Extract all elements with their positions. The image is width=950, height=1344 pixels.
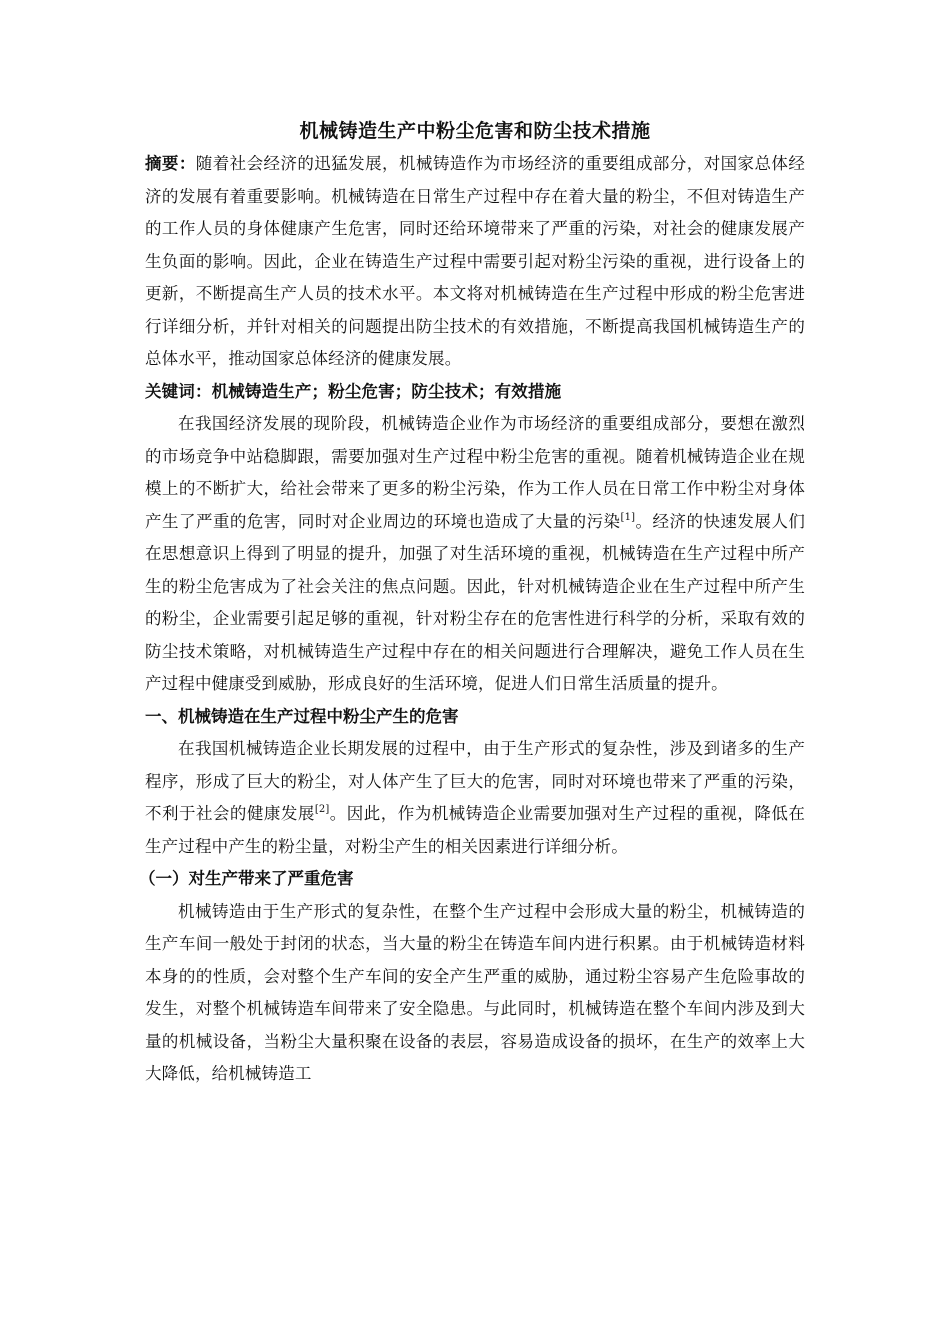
keywords-paragraph	[145, 376, 805, 409]
intro-text-1: 在我国经济发展的现阶段，机械铸造企业作为市场经济的重要组成部分，要想在激烈的市场竞争中站稳脚跟，需要加强对生产过程中粉尘危害的重视。随着机械铸造企业在规模上的不断扩大，给社会带来了更多的粉尘污染，作为工作人员在日常工作中粉尘对身体产生了严重的危害，同时对企业周边的环境也造成了大量的污染	[145, 414, 805, 531]
subsection1-paragraph: 机械铸造由于生产形式的复杂性，在整个生产过程中会形成大量的粉尘，机械铸造的生产车间一般处于封闭的状态，当大量的粉尘在铸造车间内进行积累。由于机械铸造材料本身的的性质，会对整个生产车间的安全产生严重的威胁，通过粉尘容易产生危险事故的发生，对整个机械铸造车间带来了安全隐患。与此同时，机械铸造在整个车间内涉及到大量的机械设备，当粉尘大量积聚在设备的表层，容易造成设备的损坏，在生产的效率上大大降低，给机械铸造工	[145, 901, 805, 1083]
citation-ref-1: [1]	[620, 511, 636, 523]
section-heading-1: 一、机械铸造在生产过程中粉尘产生的危害	[145, 706, 459, 726]
section1-paragraph	[145, 733, 805, 863]
abstract-paragraph	[145, 148, 805, 376]
document-title: 机械铸造生产中粉尘危害和防尘技术措施	[299, 120, 651, 142]
keywords-label: 关键词：	[145, 381, 212, 401]
subsection-heading-1: （一）对生产带来了严重危害	[139, 869, 354, 888]
section1-text-1: 在我国机械铸造企业长期发展的过程中，由于生产形式的复杂性，涉及到诸多的生产程序，形成了巨大的粉尘，对人体产生了巨大的危害，同时对环境也带来了严重的污染，不利于社会的健康发展	[145, 739, 805, 823]
section1-text-2: 。因此，作为机械铸造企业需要加强对生产过程的重视，降低在生产过程中产生的粉尘量，对粉尘产生的相关因素进行详细分析。	[145, 804, 806, 856]
intro-text-2: 。经济的快速发展人们在思想意识上得到了明显的提升，加强了对生活环境的重视，机械铸造在生产过程中所产生的粉尘危害成为了社会关注的焦点问题。因此，针对机械铸造企业在生产过程中所产生的粉尘，企业需要引起足够的重视，针对粉尘存在的危害性进行科学的分析，采取有效的防尘技术策略，对机械铸造生产过程中存在的相关问题进行合理解决，避免工作人员在生产过程中健康受到威胁，形成良好的生活环境，促进人们日常生活质量的提升。	[145, 511, 806, 693]
intro-paragraph	[145, 408, 805, 701]
citation-ref-2: [2]	[314, 804, 330, 815]
abstract-text: 随着社会经济的迅猛发展，机械铸造作为市场经济的重要组成部分，对国家总体经济的发展有着重要影响。机械铸造在日常生产过程中存在着大量的粉尘，不但对铸造生产的工作人员的身体健康产生危害，同时还给环境带来了严重的污染，对社会的健康发展产生负面的影响。因此，企业在铸造生产过程中需要引起对粉尘污染的重视，进行设备上的更新，不断提高生产人员的技术水平。本文将对机械铸造在生产过程中形成的粉尘危害进行详细分析，并针对相关的问题提出防尘技术的有效措施，不断提高我国机械铸造生产的总体水平，推动国家总体经济的健康发展。	[145, 154, 805, 368]
abstract-label: 摘要：	[145, 154, 196, 173]
document-page	[139, 116, 806, 1091]
keywords-text: 机械铸造生产；粉尘危害；防尘技术；有效措施	[211, 381, 562, 401]
